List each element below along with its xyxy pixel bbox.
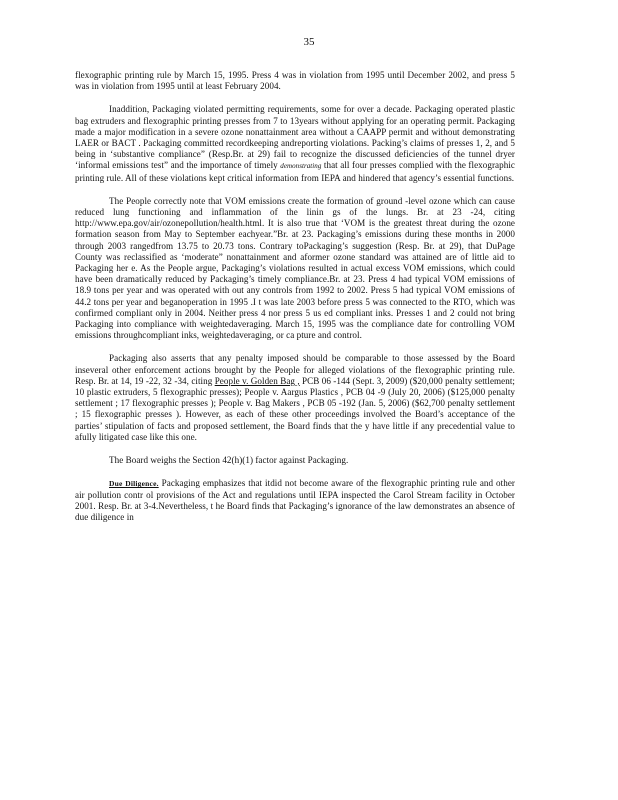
paragraph-4 (75, 353, 515, 443)
paragraph-4-text-a: Packaging also asserts that any penalty imposed should be comparable to those assessed by the Board inseveral other enforcement actions brought by the People for alleged violations of the flexographic printing rule. Resp. Br. at 14, 19 -22, 32 -34, citing (75, 353, 515, 386)
paragraph-2-italic-word: demonstrating (280, 162, 322, 171)
paragraph-1: flexographic printing rule by March 15, 1995. Press 4 was in violation from 1995 until December 2002, and press 5 was in violation from 1995 until at least February 2004. (75, 70, 515, 92)
paragraph-5: The Board weighs the Section 42(h)(1) factor against Packaging. (109, 455, 349, 466)
document-body (75, 70, 515, 535)
paragraph-6-text: Packaging emphasizes that itdid not become aware of the flexographic printing rule and other air pollution contr ol provisions of the Act and regulations until IEPA inspected the Carol Stream facility in October 2001. Resp. Br. at 3-4.Nevertheless, t he Board finds that Packaging’s ignorance of the law demonstrates an absence of due diligence in (75, 478, 515, 522)
paragraph-2-text-a: Inaddition, Packaging violated permitting requirements, some for over a decade. Packaging operated plastic bag extruders and flexographic printing presses from 7 to 13years without applying for an operating permit. Packaging made a major modification in a severe ozone nonattainment area without a CAAPP permit and without demonstrating LAER or BACT . Packaging committed recordkeeping andreporting violations. Packing’s claims of presses 1, 2, and 5 being in ‘substantive compliance” (Resp.Br. at 29) fail to recognize the discussed deficiencies of the tunnel dryer ‘informal emissions test” and the importance of timely (75, 104, 515, 171)
section-heading-due-diligence: Due Diligence. (109, 479, 159, 489)
paragraph-6 (75, 478, 515, 523)
paragraph-2-text-b: that all four presses complied with the flexographic printing rule. All of these violations kept critical information from IEPA and hindered that agency’s essential functions. (75, 160, 515, 183)
paragraph-3: The People correctly note that VOM emissions create the formation of ground -level ozone which can cause reduced lung functioning and inflammation of the linin gs of the lungs. Br. at 23 -24, citing http://www.epa.gov/air/ozonepollution/health.html. It is also true that ‘VOM is the greatest threat during the ozone formation season from May to September eachyear.”Br. at 23. Packaging’s emissions during these months in 2000 through 2003 rangedfrom 13.75 to 20.73 tons. Contrary toPackaging’s suggestion (Resp. Br. at 29), that DuPage County was reclassified as ‘moderate” nonattainment and aformer ozone standard was attained are of little aid to Packaging her e. As the People argue, Packaging’s violations resulted in actual excess VOM emissions, which could have been dramatically reduced by Packaging’s timely compliance.Br. at 23. Press 4 had typical VOM emissions of 18.9 tons per year and was operated with out any controls from 1992 to 2002. Press 5 had typical VOM emissions of 44.2 tons per year and beganoperation in 1995 .I t was late 2003 before press 5 was connected to the RTO, which was confirmed compliant only in 2004. Neither press 4 nor press 5 us ed compliant inks. Presses 1 and 2 could not bring Packaging into compliance with weightedaveraging. March 15, 1995 was the compliance date for controlling VOM emissions throughcompliant inks, weightedaveraging, or ca pture and control. (75, 195, 515, 341)
page-number: 35 (303, 36, 315, 48)
case-citation-golden-bag: People v. Golden Bag , (214, 375, 300, 386)
paragraph-4-text-b: PCB 06 -144 (Sept. 3, 2009) ($20,000 penalty settlement; 10 plastic extruders, 5 flexographic presses); People v. Aargus Plastics , PCB 04 -9 (July 20, 2006) ($125,000 penalty settlement ; 17 flexographic presses ); People v. Bag Makers , PCB 05 -192 (Jan. 5, 2006) ($62,700 penalty settlement ; 15 flexographic presses ). However, as each of these other proceedings involved the Board’s acceptance of the parties’ stipulation of facts and proposed settlement, the Board finds that the y have little if any precedential value to afully litigated case like this one. (75, 375, 515, 442)
paragraph-2 (75, 104, 515, 183)
